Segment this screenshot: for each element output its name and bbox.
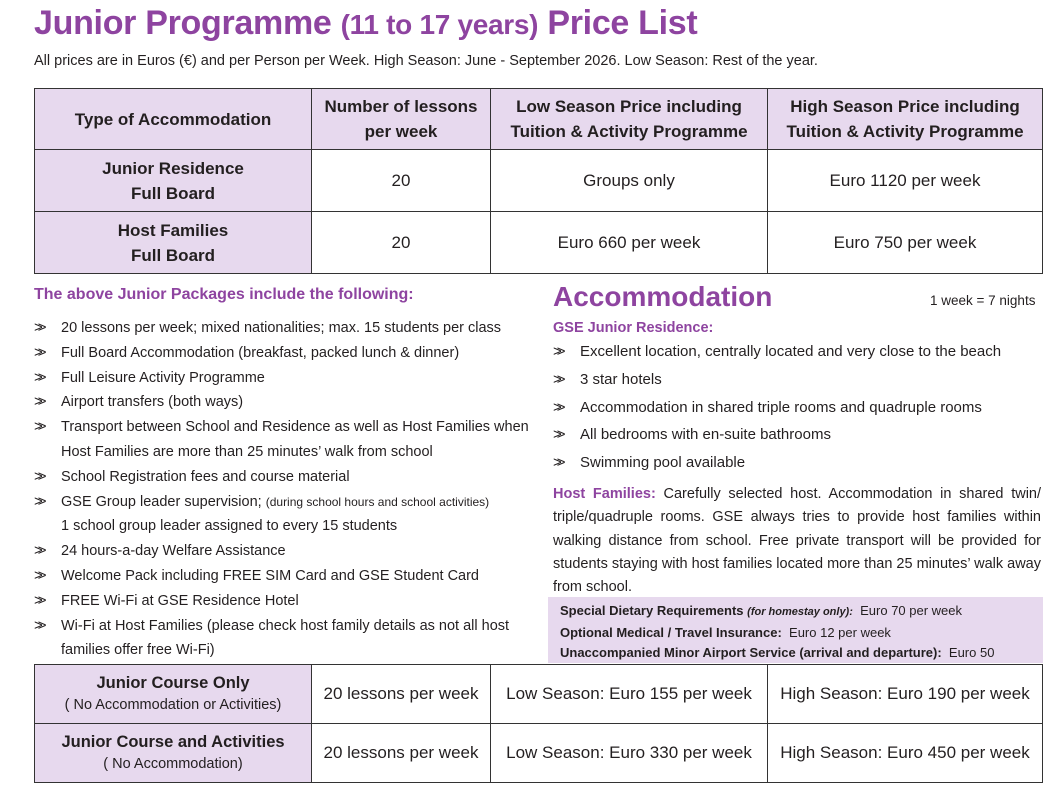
double-chevron-right-icon: >> <box>34 492 42 510</box>
host-families-text: Carefully selected host. Accommodation in shared twin/ triple/quadruple rooms. GSE always tries to provide host families within walking distance from school. Free private transport will be provided for students staying with host families located more than 25 minutes’ walk away from school. <box>553 486 1042 596</box>
age-range: (11 to 17 years) <box>340 9 539 40</box>
page-title: Junior Programme (11 to 17 years) Price List <box>34 4 698 42</box>
double-chevron-right-icon: >> <box>34 418 42 436</box>
double-chevron-right-icon: >> <box>553 370 561 388</box>
list-item: >> Full Board Accommodation (breakfast, packed lunch & dinner) <box>34 341 534 366</box>
list-item: >> Transport between School and Residence as well as Host Families when Host Families are more than 25 minutes’ walk from school <box>34 415 534 465</box>
table-cell: 20 <box>312 150 491 212</box>
row-header: Host Families Full Board <box>35 212 312 274</box>
table-row <box>35 724 1043 783</box>
table-cell: 20 <box>312 212 491 274</box>
column-header: Low Season Price including Tuition & Activity Programme <box>491 89 768 150</box>
row-header: Junior Course Only ( No Accommodation or Activities) <box>35 665 312 724</box>
double-chevron-right-icon: >> <box>34 368 42 386</box>
list-item: >> All bedrooms with en-suite bathrooms <box>553 421 1043 449</box>
extras-box <box>548 597 1043 663</box>
list-item: >> FREE Wi-Fi at GSE Residence Hotel <box>34 589 534 614</box>
price-table <box>34 88 1043 274</box>
double-chevron-right-icon: >> <box>34 393 42 411</box>
includes-list <box>34 316 534 663</box>
list-item: >> 20 lessons per week; mixed nationalities; max. 15 students per class <box>34 316 534 341</box>
double-chevron-right-icon: >> <box>34 319 42 336</box>
table-cell: 20 lessons per week <box>312 724 491 783</box>
insurance-line: Optional Medical / Travel Insurance: Euro 12 per week <box>560 624 891 640</box>
minor-service-line: Unaccompanied Minor Airport Service (arrival and departure): Euro 50 <box>560 645 995 660</box>
double-chevron-right-icon: >> <box>553 426 561 444</box>
price-info-subtitle: All prices are in Euros (€) and per Person per Week. High Season: June - September 2026. Low Season: Rest of the year. <box>34 53 818 69</box>
table-cell: Low Season: Euro 155 per week <box>491 665 768 724</box>
table-cell: Euro 750 per week <box>768 212 1043 274</box>
course-only-table <box>34 664 1043 783</box>
table-cell: 20 lessons per week <box>312 665 491 724</box>
residence-heading: GSE Junior Residence: <box>553 320 714 336</box>
table-cell: High Season: Euro 190 per week <box>768 665 1043 724</box>
table-cell: Groups only <box>491 150 768 212</box>
list-item: >> Airport transfers (both ways) <box>34 390 534 415</box>
double-chevron-right-icon: >> <box>34 591 42 609</box>
row-header: Junior Course and Activities ( No Accommodation) <box>35 724 312 783</box>
supervision-detail: 1 school group leader assigned to every 15 students <box>61 518 398 535</box>
double-chevron-right-icon: >> <box>553 398 561 416</box>
supervision-note: (during school hours and school activities) <box>265 494 490 509</box>
list-item: >> Swimming pool available <box>553 449 1043 477</box>
week-note: 1 week = 7 nights <box>930 293 1036 308</box>
double-chevron-right-icon: >> <box>34 616 42 634</box>
list-item: >> School Registration fees and course material <box>34 465 534 490</box>
table-header-row <box>35 89 1043 150</box>
table-row <box>35 150 1043 212</box>
column-header: Number of lessons per week <box>312 89 491 150</box>
table-cell: Euro 1120 per week <box>768 150 1043 212</box>
host-families-label: Host Families: <box>553 486 656 502</box>
list-item: >> Accommodation in shared triple rooms and quadruple rooms <box>553 394 1043 422</box>
double-chevron-right-icon: >> <box>34 467 42 485</box>
host-families-paragraph <box>553 483 1041 599</box>
residence-list <box>553 338 1043 477</box>
table-row <box>35 212 1043 274</box>
row-header: Junior Residence Full Board <box>35 150 312 212</box>
double-chevron-right-icon: >> <box>34 566 42 584</box>
table-cell: Low Season: Euro 330 per week <box>491 724 768 783</box>
list-item: >> Full Leisure Activity Programme <box>34 366 534 391</box>
list-item: >> Excellent location, centrally located and very close to the beach <box>553 338 1043 366</box>
table-cell: High Season: Euro 450 per week <box>768 724 1043 783</box>
accommodation-title: Accommodation <box>553 281 773 312</box>
list-item: >> Wi-Fi at Host Families (please check host family details as not all host families offer free Wi-Fi) <box>34 614 534 664</box>
double-chevron-right-icon: >> <box>553 454 561 472</box>
includes-heading: The above Junior Packages include the following: <box>34 286 414 303</box>
list-item: >> GSE Group leader supervision; (during school hours and school activities) 1 school group leader assigned to every 15 students <box>34 490 534 540</box>
dietary-line: Special Dietary Requirements (for homestay only): Euro 70 per week <box>560 603 963 618</box>
column-header: Type of Accommodation <box>35 89 312 150</box>
double-chevron-right-icon: >> <box>34 343 42 361</box>
table-cell: Euro 660 per week <box>491 212 768 274</box>
list-item: >> 3 star hotels <box>553 366 1043 394</box>
double-chevron-right-icon: >> <box>553 343 561 360</box>
list-item: >> 24 hours-a-day Welfare Assistance <box>34 539 534 564</box>
column-header: High Season Price including Tuition & Activity Programme <box>768 89 1043 150</box>
table-row <box>35 665 1043 724</box>
double-chevron-right-icon: >> <box>34 542 42 560</box>
list-item: >> Welcome Pack including FREE SIM Card and GSE Student Card <box>34 564 534 589</box>
